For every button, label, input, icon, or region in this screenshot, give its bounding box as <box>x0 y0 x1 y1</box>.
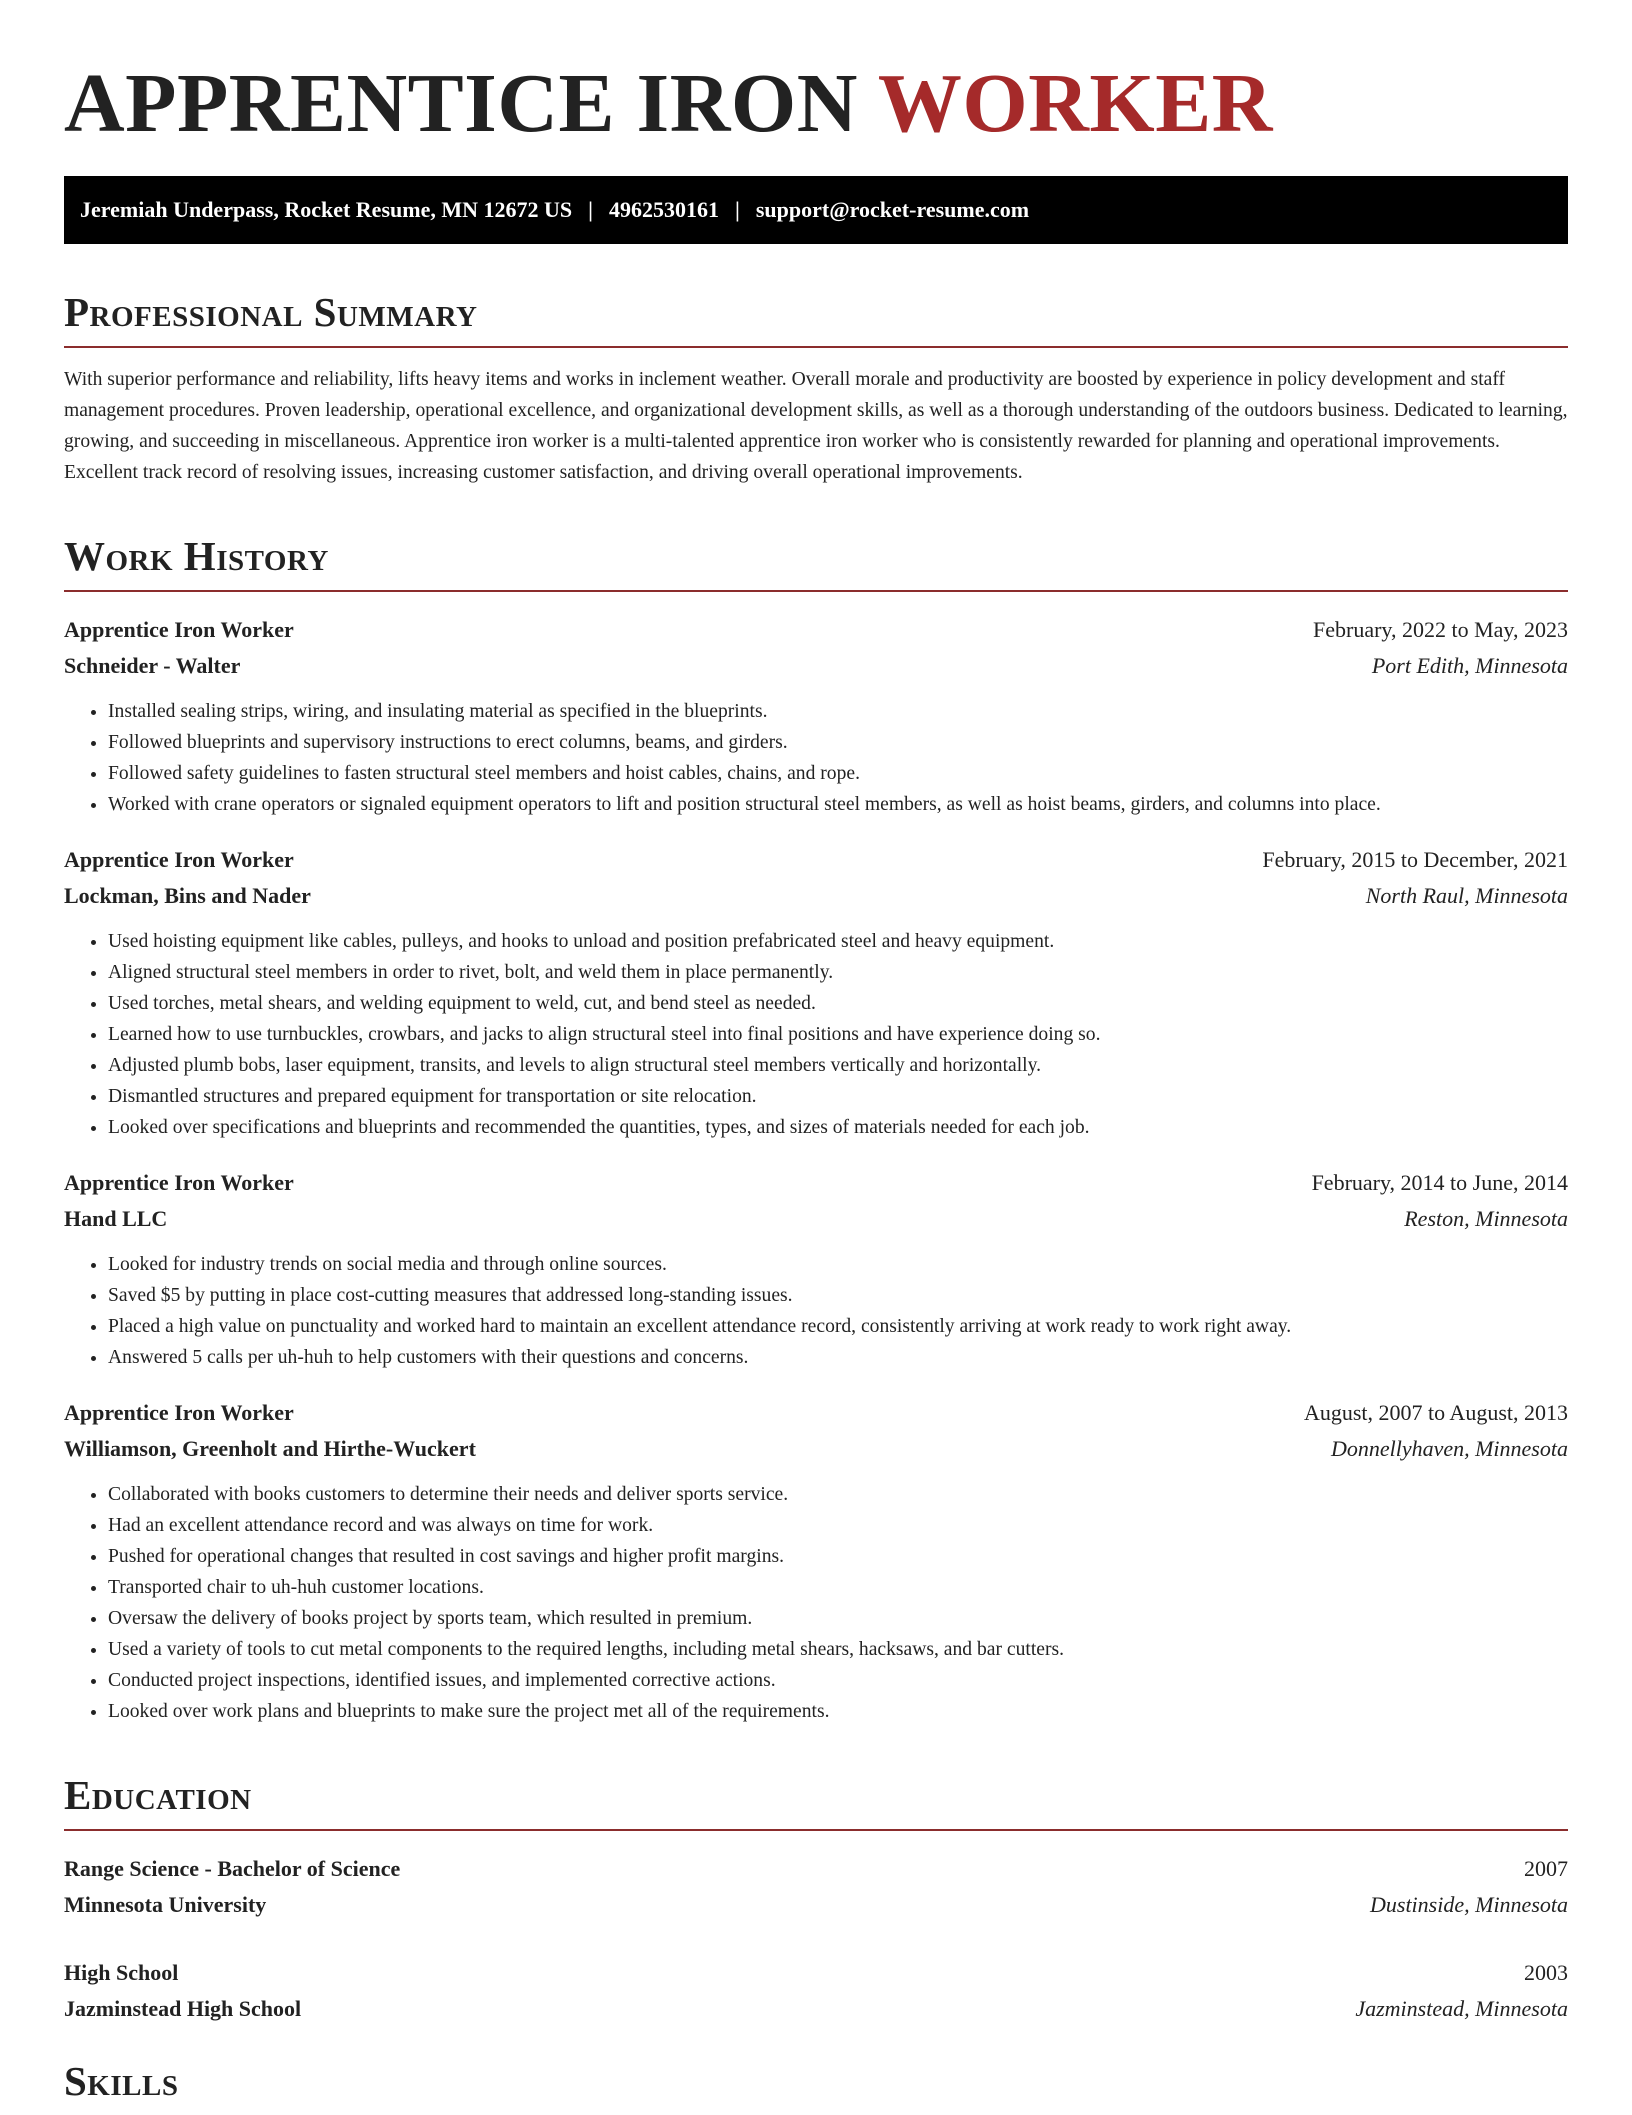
work-history-heading: Work History <box>64 532 1568 592</box>
education-entry <box>64 1851 1568 1923</box>
job-title: Apprentice Iron Worker <box>64 847 294 872</box>
education-heading: Education <box>64 1771 1568 1831</box>
job-bullet: • Aligned structural steel members in order to rivet, bolt, and weld them in place permanently. <box>108 957 1568 988</box>
job-title: Apprentice Iron Worker <box>64 1170 294 1195</box>
job-entry <box>64 1165 1568 1373</box>
job-company: Lockman, Bins and Nader <box>64 883 311 908</box>
job-bullet: • Dismantled structures and prepared equipment for transportation or site relocation. <box>108 1081 1568 1112</box>
job-bullet: • Followed blueprints and supervisory instructions to erect columns, beams, and girders. <box>108 727 1568 758</box>
job-bullet: • Collaborated with books customers to determine their needs and deliver sports service. <box>108 1479 1568 1510</box>
job-bullet: • Had an excellent attendance record and was always on time for work. <box>108 1510 1568 1541</box>
job-company: Hand LLC <box>64 1206 168 1231</box>
job-title: Apprentice Iron Worker <box>64 1400 294 1425</box>
job-location: Port Edith, Minnesota <box>1371 653 1568 678</box>
job-location: Reston, Minnesota <box>1404 1206 1568 1231</box>
job-bullets <box>64 926 1568 1143</box>
job-bullet: • Saved $5 by putting in place cost-cutting measures that addressed long-standing issues. <box>108 1280 1568 1311</box>
contact-separator: | <box>734 197 740 222</box>
job-entry <box>64 1395 1568 1727</box>
job-dates: February, 2022 to May, 2023 <box>1313 617 1568 642</box>
job-dates: August, 2007 to August, 2013 <box>1303 1400 1568 1425</box>
job-location: North Raul, Minnesota <box>1365 883 1568 908</box>
contact-separator: | <box>588 197 593 222</box>
job-bullet: • Looked over work plans and blueprints to make sure the project met all of the requirements. <box>108 1696 1568 1727</box>
job-dates: February, 2014 to June, 2014 <box>1311 1170 1568 1195</box>
title-main: APPRENTICE IRON <box>64 57 858 150</box>
job-bullets <box>64 696 1568 820</box>
job-bullet: • Conducted project inspections, identified issues, and implemented corrective actions. <box>108 1665 1568 1696</box>
resume-title <box>64 0 1568 176</box>
summary-heading: Professional Summary <box>64 288 1568 348</box>
job-bullet: • Pushed for operational changes that resulted in cost savings and higher profit margins. <box>108 1541 1568 1572</box>
summary-text: With superior performance and reliability, lifts heavy items and works in inclement weather. Overall morale and productivity are boosted by experience in policy development and staff management procedures. Proven leadership, operational excellence, and organizational development skills, as well as a thorough understanding of the outdoors business. Dedicated to learning, growing, and succeeding in miscellaneous. Apprentice iron worker is a multi-talented apprentice iron worker who is consistently rewarded for planning and operational improvements. Excellent track record of resolving issues, increasing customer satisfaction, and driving overall operational improvements. <box>64 369 1568 483</box>
job-bullet: • Learned how to use turnbuckles, crowbars, and jacks to align structural steel into final positions and have experience doing so. <box>108 1019 1568 1050</box>
education-degree: High School <box>64 1960 179 1985</box>
job-entry <box>64 842 1568 1143</box>
contact-email: support@rocket-resume.com <box>755 197 1030 222</box>
education-school: Jazminstead High School <box>64 1996 302 2021</box>
education-entry <box>64 1955 1568 2027</box>
job-bullet: • Placed a high value on punctuality and worked hard to maintain an excellent attendance record, consistently arriving at work ready to work right away. <box>108 1311 1568 1342</box>
job-dates: February, 2015 to December, 2021 <box>1262 847 1568 872</box>
job-bullet: • Installed sealing strips, wiring, and insulating material as specified in the blueprints. <box>108 696 1568 727</box>
job-bullet: • Looked over specifications and blueprints and recommended the quantities, types, and sizes of materials needed for each job. <box>108 1112 1568 1143</box>
job-company: Williamson, Greenholt and Hirthe-Wuckert <box>64 1436 476 1461</box>
job-bullet: • Adjusted plumb bobs, laser equipment, transits, and levels to align structural steel members vertically and horizontally. <box>108 1050 1568 1081</box>
job-location: Donnellyhaven, Minnesota <box>1330 1436 1568 1461</box>
job-bullets <box>64 1249 1568 1373</box>
job-bullet: • Answered 5 calls per uh-huh to help customers with their questions and concerns. <box>108 1342 1568 1373</box>
job-entry <box>64 612 1568 820</box>
job-title: Apprentice Iron Worker <box>64 617 294 642</box>
job-bullet: • Transported chair to uh-huh customer locations. <box>108 1572 1568 1603</box>
job-bullet: • Oversaw the delivery of books project by sports team, which resulted in premium. <box>108 1603 1568 1634</box>
contact-address: Jeremiah Underpass, Rocket Resume, MN 12672 US <box>80 197 573 222</box>
job-bullets <box>64 1479 1568 1727</box>
skills-heading: Skills <box>64 2058 179 2104</box>
job-bullet: • Worked with crane operators or signaled equipment operators to lift and position structural steel members, as well as hoist beams, girders, and columns into place. <box>108 789 1568 820</box>
job-bullet: • Looked for industry trends on social media and through online sources. <box>108 1249 1568 1280</box>
education-year: 2003 <box>1524 1960 1568 1985</box>
education-school: Minnesota University <box>64 1892 267 1917</box>
job-bullet: • Used hoisting equipment like cables, pulleys, and hooks to unload and position prefabricated steel and heavy equipment. <box>108 926 1568 957</box>
job-bullet: • Followed safety guidelines to fasten structural steel members and hoist cables, chains, and rope. <box>108 758 1568 789</box>
education-degree: Range Science - Bachelor of Science <box>64 1856 401 1881</box>
contact-bar <box>64 176 1568 244</box>
job-bullet: • Used torches, metal shears, and welding equipment to weld, cut, and bend steel as needed. <box>108 988 1568 1019</box>
contact-phone: 4962530161 <box>608 197 719 222</box>
title-accent: WORKER <box>877 57 1273 150</box>
education-location: Jazminstead, Minnesota <box>1355 1996 1568 2021</box>
job-company: Schneider - Walter <box>64 653 241 678</box>
education-year: 2007 <box>1524 1856 1568 1881</box>
education-location: Dustinside, Minnesota <box>1370 1892 1568 1917</box>
job-bullet: • Used a variety of tools to cut metal components to the required lengths, including metal shears, hacksaws, and bar cutters. <box>108 1634 1568 1665</box>
work-history-list <box>64 612 1568 1727</box>
